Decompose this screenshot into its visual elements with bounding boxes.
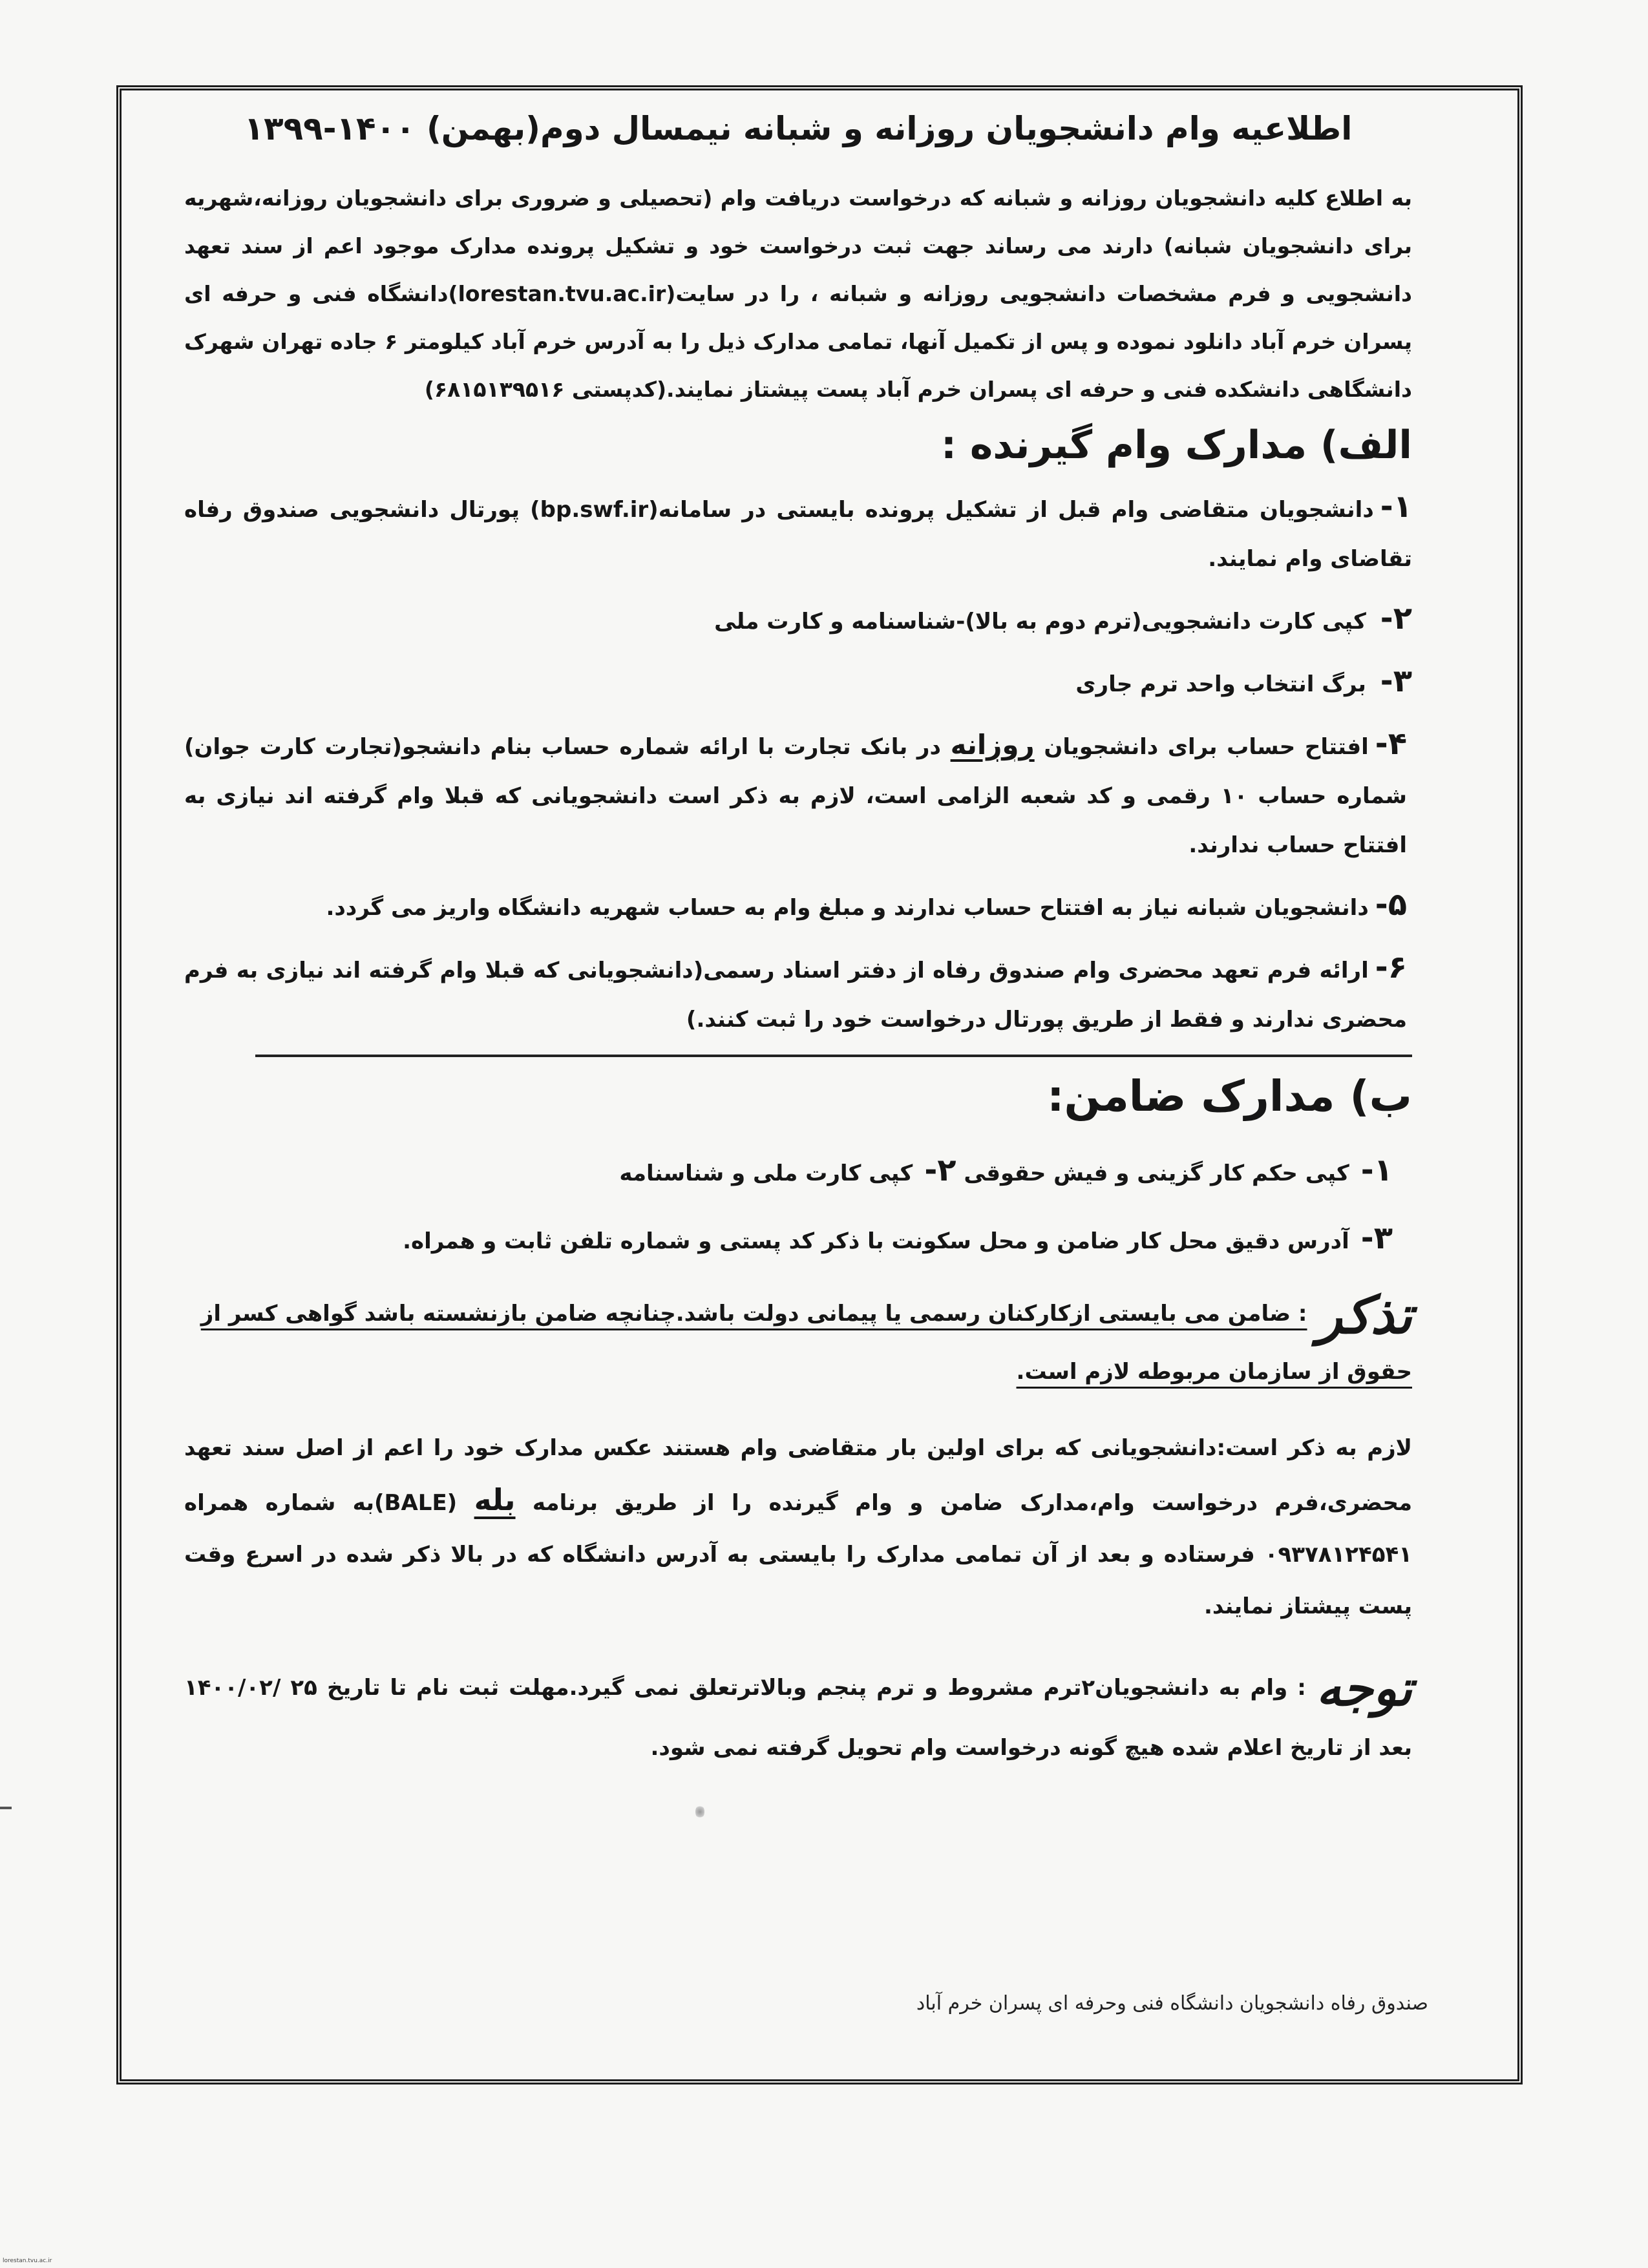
note-paragraph [184, 1422, 1412, 1632]
section-divider [255, 1055, 1412, 1057]
borrower-item-5 [184, 880, 1407, 932]
app-name: بله [474, 1482, 516, 1517]
item-number: ۵- [1375, 887, 1407, 923]
reminder-heading: تذکر [1317, 1284, 1412, 1345]
borrower-documents-list [184, 482, 1412, 1044]
scan-edge-mark [0, 1807, 12, 1809]
item-text-before: افتتاح حساب برای دانشجویان [1044, 734, 1369, 760]
item-text-after: در بانک تجارت با ارائه شماره حساب بنام دانشجو(تجارت کارت جوان) شماره حساب ۱۰ رقمی و کد شعبه الزامی است، لازم به ذکر است دانشجویانی که قبلا وام گرفته اند نیازی به افتتاح حساب ندارند. [184, 734, 1407, 858]
item-text: کپی کارت ملی و شناسنامه [619, 1160, 913, 1186]
attention-paragraph [184, 1658, 1412, 1778]
item-number: ۶- [1375, 949, 1407, 985]
item-text: دانشجویان متقاضی وام قبل از تشکیل پرونده بایستی در سامانه(bp.swf.ir) پورتال دانشجویی صندوق رفاه تقاضای وام نمایند. [184, 497, 1412, 572]
guarantor-item-3 [184, 1212, 1393, 1267]
corner-stamp: lorestan.tvu.ac.ir [3, 2258, 52, 2264]
borrower-item-3 [184, 656, 1412, 709]
borrower-item-2 [184, 594, 1412, 646]
item-number: ۳- [1360, 1220, 1393, 1256]
item-text: دانشجویان شبانه نیاز به افتتاح حساب ندارند و مبلغ وام به حساب شهریه دانشگاه واریز می گردد. [326, 895, 1369, 921]
borrower-item-1 [184, 482, 1412, 583]
reminder-paragraph [184, 1285, 1412, 1400]
item-number: ۴- [1375, 726, 1408, 762]
attention-heading: توجه [1316, 1659, 1413, 1717]
item-text: برگ انتخاب واحد ترم جاری [1075, 671, 1366, 697]
document-title: اطلاعیه وام دانشجویان روزانه و شبانه نیمسال دوم(بهمن) ۱۴۰۰-۱۳۹۹ [244, 110, 1353, 147]
item-text: آدرس دقیق محل کار ضامن و محل سکونت با ذکر کد پستی و شماره تلفن ثابت و همراه. [403, 1228, 1349, 1254]
footer-signature: صندوق رفاه دانشجویان دانشگاه فنی وحرفه ای پسران خرم آباد [916, 1992, 1428, 2015]
item-number: ۲- [1380, 600, 1412, 636]
item-number: ۱- [1360, 1152, 1393, 1188]
item-text: ارائه فرم تعهد محضری وام صندوق رفاه از دفتر اسناد رسمی(دانشجویانی که قبلا وام گرفته اند نیازی به فرم محضری ندارند و فقط از طریق پورتال درخواست خود را ثبت کنند.) [184, 958, 1407, 1033]
announcement-body [184, 110, 1412, 1800]
item-text: کپی حکم کار گزینی و فیش حقوقی [964, 1160, 1349, 1186]
note-text-after: (BALE)به شماره همراه ۰۹۳۷۸۱۲۴۵۴۱ فرستاده و بعد از آن تمامی مدارک را بایستی به آدرس دانشگاه که در بالا ذکر شده در اسرع وقت پست پیشتاز نمایند. [184, 1489, 1412, 1619]
item-text: کپی کارت دانشجویی(ترم دوم به بالا)-شناسنامه و کارت ملی [714, 609, 1366, 635]
borrower-item-6 [184, 943, 1407, 1044]
item-number: ۱- [1380, 488, 1412, 525]
item-number: ۲- [924, 1152, 956, 1188]
emphasis-word: روزانه [950, 729, 1035, 761]
reminder-text: : ضامن می بایستی ازکارکنان رسمی یا پیمانی دولت باشد.چنانچه ضامن بازنشسته باشد گواهی کسر از حقوق از سازمان مربوطه لازم است. [200, 1301, 1412, 1385]
attention-text: : وام به دانشجویان۲ترم مشروط و ترم پنجم وبالاترتعلق نمی گیرد.مهلت ثبت نام تا تاریخ ۲۵ /۱۴۰۰/۰۲ بعد از تاریخ اعلام شده هیچ گونه درخواست وام تحویل گرفته نمی شود. [184, 1674, 1412, 1761]
guarantor-item-1-2 [184, 1144, 1393, 1199]
item-number: ۳- [1380, 663, 1412, 699]
borrower-item-4 [184, 719, 1407, 870]
borrower-section-heading: الف) مدارک وام گیرنده : [940, 423, 1412, 468]
intro-paragraph: به اطلاع کلیه دانشجویان روزانه و شبانه که درخواست دریافت وام (تحصیلی و ضروری برای دانشجویان روزانه،شهریه برای دانشجویان شبانه) دارند می رساند جهت ثبت درخواست خود و تشکیل پرونده مدارک موجود اعم از سند تعهد دانشجویی و فرم مشخصات دانشجویی روزانه و شبانه ، را در سایت(lorestan.tvu.ac.ir)دانشگاه فنی و حرفه ای پسران خرم آباد دانلود نموده و پس از تکمیل آنها، تمامی مدارک ذیل را به آدرس خرم آباد کیلومتر ۶ جاده تهران شهرک دانشگاهی دانشکده فنی و حرفه ای پسران خرم آباد پست پیشتاز نمایند.(کدپستی ۶۸۱۵۱۳۹۵۱۶) [184, 185, 1412, 402]
scan-speck [695, 1805, 704, 1819]
guarantor-section-heading: ب) مدارک ضامن: [1047, 1071, 1412, 1121]
note-text-before: لازم به ذکر است:دانشجویانی که برای اولین بار متقاضی وام هستند عکس مدارک خود را اعم از اصل سند تعهد محضری،فرم درخواست وام،مدارک ضامن و وام گیرنده را از طریق برنامه [184, 1434, 1413, 1516]
